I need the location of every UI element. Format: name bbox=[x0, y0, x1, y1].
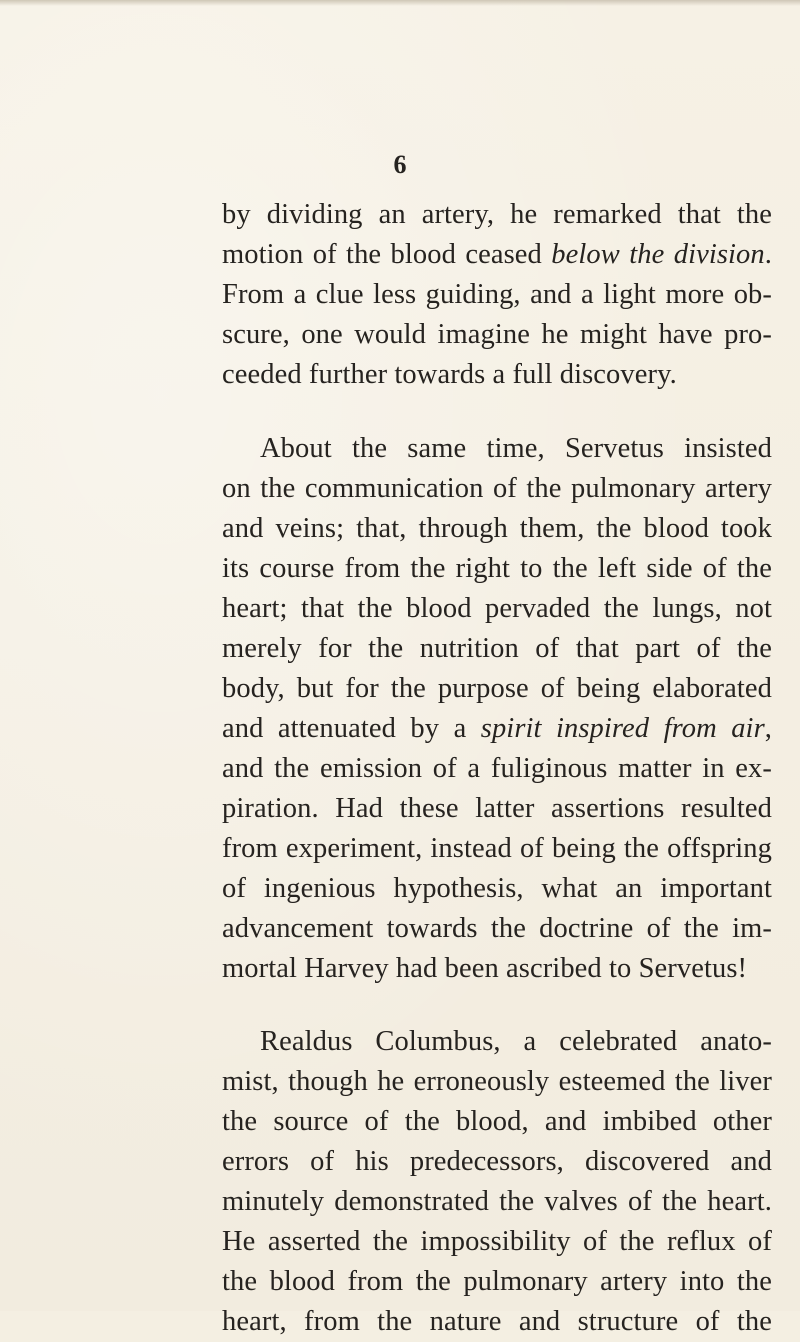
text-line: the source of the blood, and imbibed other bbox=[222, 1106, 772, 1137]
text-line: by dividing an artery, he remarked that the bbox=[222, 199, 772, 230]
text-line: minutely demonstrated the valves of the heart. bbox=[222, 1186, 772, 1217]
text-span: , bbox=[764, 713, 773, 744]
text-line: body, but for the purpose of being elaborated bbox=[222, 673, 772, 704]
text-line: heart, from the nature and structure of the bbox=[222, 1306, 772, 1337]
text-line: and veins; that, through them, the blood took bbox=[222, 513, 772, 544]
text-line: and the emission of a fuliginous matter in ex- bbox=[222, 753, 772, 784]
text-line: About the same time, Servetus insisted bbox=[260, 433, 772, 464]
text-line: its course from the right to the left side of the bbox=[222, 553, 772, 584]
text-line: on the communication of the pulmonary artery bbox=[222, 473, 772, 504]
text-line: mist, though he erroneously esteemed the liver bbox=[222, 1066, 772, 1097]
italic-phrase: below the division bbox=[551, 239, 765, 270]
text-line: ceeded further towards a full discovery. bbox=[222, 359, 677, 390]
text-line bbox=[222, 235, 772, 275]
text-line: He asserted the impossibility of the reflux of bbox=[222, 1226, 772, 1257]
text-line: scure, one would imagine he might have pro- bbox=[222, 319, 772, 350]
text-line: advancement towards the doctrine of the im- bbox=[222, 913, 772, 944]
text-line: mortal Harvey had been ascribed to Servetus! bbox=[222, 953, 748, 984]
page-number: 6 bbox=[393, 150, 407, 179]
text-line: the blood from the pulmonary artery into the bbox=[222, 1266, 772, 1297]
text-line: errors of his predecessors, discovered and bbox=[222, 1146, 772, 1177]
text-line: piration. Had these latter assertions resulted bbox=[222, 793, 772, 824]
text-line: of ingenious hypothesis, what an important bbox=[222, 873, 772, 904]
text-line bbox=[222, 709, 772, 749]
italic-phrase: spirit inspired from air bbox=[480, 713, 765, 744]
text-line: Realdus Columbus, a celebrated anato- bbox=[260, 1026, 772, 1057]
text-line: From a clue less guiding, and a light more ob- bbox=[222, 279, 772, 310]
text-line: from experiment, instead of being the offspring bbox=[222, 833, 772, 864]
text-line: heart; that the blood pervaded the lungs, not bbox=[222, 593, 772, 624]
text-span: motion of the blood ceased bbox=[222, 239, 552, 270]
text-span: and attenuated by a bbox=[222, 713, 481, 744]
text-span: . bbox=[764, 239, 772, 270]
text-line: merely for the nutrition of that part of the bbox=[222, 633, 772, 664]
